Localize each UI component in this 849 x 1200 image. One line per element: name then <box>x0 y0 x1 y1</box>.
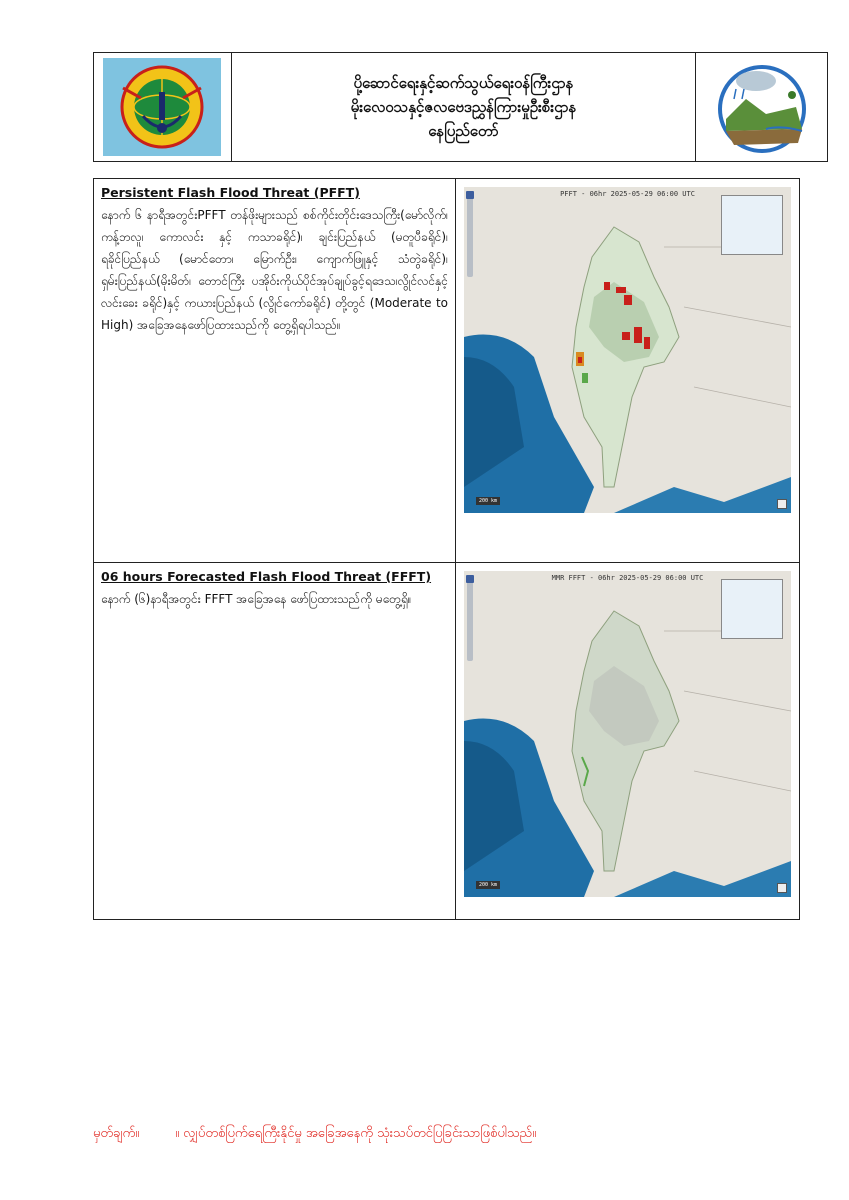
ministry-emblem-icon <box>103 58 221 156</box>
pfft-map-cell <box>456 179 799 562</box>
pfft-text-cell <box>94 179 456 562</box>
pfft-inset-map <box>721 195 783 255</box>
ffft-map <box>464 571 791 897</box>
pfft-zoom-in-button[interactable] <box>466 191 474 199</box>
pfft-scale-bar: 200 km <box>476 497 500 505</box>
ffft-row <box>94 563 799 919</box>
ffft-zoom-in-button[interactable] <box>466 575 474 583</box>
pfft-row <box>94 179 799 563</box>
header-title <box>232 53 697 161</box>
pfft-body: နောက် ၆ နာရီအတွင်းPFFT တန်ဖိုးများသည် စစ်ကိုင်းတိုင်းဒေသကြီး(မော်လိုက်၊ ကန့်ဘလူ၊ ကောလင်း နှင့် ကသာခရိုင်)၊ ချင်းပြည်နယ် (မတူပီခရိုင်)၊ ရခိုင်ပြည်နယ် (မောင်တော၊ မြောက်ဦး၊ ကျောက်ဖြူနှင့် သံတွဲခရိုင်)၊ ရှမ်းပြည်နယ်(မိုးမိတ်၊ တောင်ကြီး ပအိုဝ်းကိုယ်ပိုင်အုပ်ချုပ်ခွင့်ရဒေသ၊လွိုင်လင်နှင့်လင်းခေး ခရိုင်)နှင့် ကယားပြည်နယ် (လွိုင်ကော်ခရိုင်) တို့တွင် (Moderate to High) အခြေအနေဖော်ပြထားသည်ကို တွေ့ရှိရပါသည်။ <box>101 208 448 332</box>
pfft-map-title: PFFT - 06hr 2025-05-29 06:00 UTC <box>560 190 695 198</box>
right-logo-cell <box>696 53 827 161</box>
left-logo-cell <box>94 53 232 161</box>
ffft-inset-map <box>721 579 783 639</box>
header-table <box>93 52 828 162</box>
ffft-map-title: MMR FFFT - 06hr 2025-05-29 06:00 UTC <box>551 574 704 582</box>
header-title-line-3: နေပြည်တော် <box>428 122 499 140</box>
pfft-map <box>464 187 791 513</box>
pfft-map-corner-button[interactable] <box>777 499 787 509</box>
footer-label: မှတ်ချက်။ <box>93 1126 140 1141</box>
header-title-line-2: မိုးလေဝသနှင့်ဇလဗေဒညွှန်ကြားမှုဦးစီးဌာန <box>350 98 577 116</box>
ffft-map-corner-button[interactable] <box>777 883 787 893</box>
header-title-line-1: ပို့ဆောင်ရေးနှင့်ဆက်သွယ်ရေးဝန်ကြီးဌာန <box>353 74 574 92</box>
ffft-zoom-slider[interactable] <box>467 581 473 661</box>
hydrological-cycle-icon <box>706 59 818 155</box>
ffft-body: နောက် (၆)နာရီအတွင်း FFFT အခြေအနေ ဖော်ပြထားသည်ကို မတွေ့ရှိ။ <box>101 592 412 606</box>
ffft-map-cell <box>456 563 799 919</box>
ffft-scale-bar: 200 km <box>476 881 500 889</box>
ffft-title: 06 hours Forecasted Flash Flood Threat (FFFT) <box>101 569 432 584</box>
ffft-text-cell <box>94 563 456 919</box>
pfft-zoom-slider[interactable] <box>467 197 473 277</box>
footer-note <box>93 1125 773 1144</box>
content-table <box>93 178 800 920</box>
footer-text: ။ လျှပ်တစ်ပြက်ရေကြီးနိုင်မှု အခြေအနေကို သုံးသပ်တင်ပြခြင်းသာဖြစ်ပါသည်။ <box>175 1126 537 1141</box>
pfft-title: Persistent Flash Flood Threat (PFFT) <box>101 185 360 200</box>
